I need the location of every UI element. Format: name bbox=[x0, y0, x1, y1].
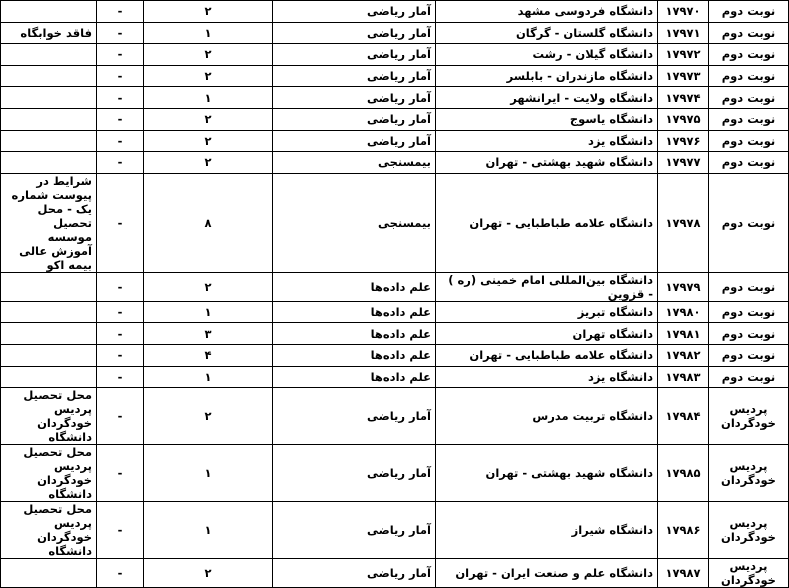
code-cell: ۱۷۹۸۳ bbox=[658, 366, 709, 388]
gender-cell: - bbox=[97, 87, 144, 109]
table-row bbox=[1, 108, 789, 130]
field-cell: آمار ریاضی bbox=[273, 87, 436, 109]
turn-cell: نوبت دوم bbox=[709, 1, 789, 23]
field-cell: علم داده‌ها bbox=[273, 344, 436, 366]
university-cell: دانشگاه شهید بهشتی - تهران bbox=[436, 152, 658, 174]
university-cell: دانشگاه گیلان - رشت bbox=[436, 44, 658, 66]
note-cell bbox=[1, 366, 97, 388]
table-row bbox=[1, 87, 789, 109]
note-cell: شرایط در پیوست شماره یک - محل تحصیل موسسه آموزش عالی بیمه اکو bbox=[1, 173, 97, 272]
capacity-cell: ۴ bbox=[144, 344, 273, 366]
field-cell: علم داده‌ها bbox=[273, 272, 436, 301]
gender-cell: - bbox=[97, 559, 144, 588]
note-cell: محل تحصیل پردیس خودگردان دانشگاه bbox=[1, 502, 97, 559]
university-cell: دانشگاه شیراز bbox=[436, 502, 658, 559]
field-cell: آمار ریاضی bbox=[273, 108, 436, 130]
university-cell: دانشگاه یاسوج bbox=[436, 108, 658, 130]
university-cell: دانشگاه تهران bbox=[436, 323, 658, 345]
capacity-cell: ۲ bbox=[144, 388, 273, 445]
field-cell: آمار ریاضی bbox=[273, 1, 436, 23]
turn-cell: پردیس خودگردان bbox=[709, 502, 789, 559]
code-cell: ۱۷۹۷۷ bbox=[658, 152, 709, 174]
turn-cell: نوبت دوم bbox=[709, 323, 789, 345]
field-cell: آمار ریاضی bbox=[273, 502, 436, 559]
note-cell bbox=[1, 1, 97, 23]
turn-cell: نوبت دوم bbox=[709, 87, 789, 109]
code-cell: ۱۷۹۷۳ bbox=[658, 65, 709, 87]
code-cell: ۱۷۹۷۲ bbox=[658, 44, 709, 66]
capacity-cell: ۲ bbox=[144, 130, 273, 152]
table-row bbox=[1, 1, 789, 23]
capacity-cell: ۱ bbox=[144, 22, 273, 44]
field-cell: آمار ریاضی bbox=[273, 65, 436, 87]
note-cell bbox=[1, 44, 97, 66]
capacity-cell: ۲ bbox=[144, 272, 273, 301]
gender-cell: - bbox=[97, 1, 144, 23]
turn-cell: پردیس خودگردان bbox=[709, 445, 789, 502]
capacity-cell: ۸ bbox=[144, 173, 273, 272]
code-cell: ۱۷۹۸۰ bbox=[658, 301, 709, 323]
university-cell: دانشگاه فردوسی مشهد bbox=[436, 1, 658, 23]
code-cell: ۱۷۹۷۹ bbox=[658, 272, 709, 301]
code-cell: ۱۷۹۷۸ bbox=[658, 173, 709, 272]
field-cell: علم داده‌ها bbox=[273, 366, 436, 388]
note-cell: فاقد خوابگاه bbox=[1, 22, 97, 44]
table-row bbox=[1, 445, 789, 502]
table-row bbox=[1, 559, 789, 588]
gender-cell: - bbox=[97, 366, 144, 388]
gender-cell: - bbox=[97, 445, 144, 502]
turn-cell: پردیس خودگردان bbox=[709, 388, 789, 445]
code-cell: ۱۷۹۸۲ bbox=[658, 344, 709, 366]
turn-cell: نوبت دوم bbox=[709, 65, 789, 87]
code-cell: ۱۷۹۷۶ bbox=[658, 130, 709, 152]
turn-cell: نوبت دوم bbox=[709, 130, 789, 152]
table-row bbox=[1, 152, 789, 174]
turn-cell: نوبت دوم bbox=[709, 152, 789, 174]
note-cell bbox=[1, 65, 97, 87]
gender-cell: - bbox=[97, 323, 144, 345]
capacity-cell: ۱ bbox=[144, 301, 273, 323]
code-cell: ۱۷۹۷۰ bbox=[658, 1, 709, 23]
code-cell: ۱۷۹۸۶ bbox=[658, 502, 709, 559]
field-cell: آمار ریاضی bbox=[273, 22, 436, 44]
field-cell: آمار ریاضی bbox=[273, 44, 436, 66]
university-cell: دانشگاه گلستان - گرگان bbox=[436, 22, 658, 44]
gender-cell: - bbox=[97, 65, 144, 87]
note-cell bbox=[1, 559, 97, 588]
gender-cell: - bbox=[97, 130, 144, 152]
university-cell: دانشگاه یزد bbox=[436, 366, 658, 388]
table-row bbox=[1, 366, 789, 388]
code-cell: ۱۷۹۸۵ bbox=[658, 445, 709, 502]
university-cell: دانشگاه مازندران - بابلسر bbox=[436, 65, 658, 87]
table-row bbox=[1, 388, 789, 445]
gender-cell: - bbox=[97, 22, 144, 44]
university-cell: دانشگاه تربیت مدرس bbox=[436, 388, 658, 445]
field-cell: بیمسنجی bbox=[273, 173, 436, 272]
code-cell: ۱۷۹۸۷ bbox=[658, 559, 709, 588]
table-row bbox=[1, 301, 789, 323]
capacity-cell: ۲ bbox=[144, 1, 273, 23]
gender-cell: - bbox=[97, 301, 144, 323]
capacity-cell: ۱ bbox=[144, 445, 273, 502]
university-cell: دانشگاه علم و صنعت ایران - تهران bbox=[436, 559, 658, 588]
table-row bbox=[1, 130, 789, 152]
table-row bbox=[1, 173, 789, 272]
turn-cell: نوبت دوم bbox=[709, 44, 789, 66]
table-row bbox=[1, 22, 789, 44]
code-cell: ۱۷۹۷۱ bbox=[658, 22, 709, 44]
field-cell: علم داده‌ها bbox=[273, 323, 436, 345]
capacity-cell: ۱ bbox=[144, 87, 273, 109]
turn-cell: پردیس خودگردان bbox=[709, 559, 789, 588]
note-cell bbox=[1, 130, 97, 152]
note-cell: محل تحصیل پردیس خودگردان دانشگاه bbox=[1, 388, 97, 445]
table-row bbox=[1, 323, 789, 345]
field-cell: آمار ریاضی bbox=[273, 388, 436, 445]
capacity-cell: ۱ bbox=[144, 366, 273, 388]
capacity-cell: ۲ bbox=[144, 44, 273, 66]
gender-cell: - bbox=[97, 272, 144, 301]
table-row bbox=[1, 344, 789, 366]
university-cell: دانشگاه تبریز bbox=[436, 301, 658, 323]
table-row bbox=[1, 44, 789, 66]
capacity-cell: ۲ bbox=[144, 559, 273, 588]
note-cell bbox=[1, 344, 97, 366]
capacity-cell: ۱ bbox=[144, 502, 273, 559]
gender-cell: - bbox=[97, 388, 144, 445]
gender-cell: - bbox=[97, 502, 144, 559]
note-cell bbox=[1, 301, 97, 323]
field-cell: بیمسنجی bbox=[273, 152, 436, 174]
table-row bbox=[1, 65, 789, 87]
note-cell bbox=[1, 108, 97, 130]
university-cell: دانشگاه علامه طباطبایی - تهران bbox=[436, 344, 658, 366]
university-cell: دانشگاه شهید بهشتی - تهران bbox=[436, 445, 658, 502]
gender-cell: - bbox=[97, 108, 144, 130]
code-cell: ۱۷۹۸۴ bbox=[658, 388, 709, 445]
code-cell: ۱۷۹۷۴ bbox=[658, 87, 709, 109]
note-cell bbox=[1, 152, 97, 174]
code-cell: ۱۷۹۷۵ bbox=[658, 108, 709, 130]
field-cell: علم داده‌ها bbox=[273, 301, 436, 323]
code-cell: ۱۷۹۸۱ bbox=[658, 323, 709, 345]
note-cell bbox=[1, 323, 97, 345]
note-cell bbox=[1, 87, 97, 109]
turn-cell: نوبت دوم bbox=[709, 272, 789, 301]
university-cell: دانشگاه بین‌المللی امام خمینی (ره ) - قزوین bbox=[436, 272, 658, 301]
field-cell: آمار ریاضی bbox=[273, 445, 436, 502]
gender-cell: - bbox=[97, 44, 144, 66]
field-cell: آمار ریاضی bbox=[273, 130, 436, 152]
gender-cell: - bbox=[97, 344, 144, 366]
university-cell: دانشگاه ولایت - ایرانشهر bbox=[436, 87, 658, 109]
capacity-cell: ۳ bbox=[144, 323, 273, 345]
turn-cell: نوبت دوم bbox=[709, 173, 789, 272]
capacity-cell: ۲ bbox=[144, 108, 273, 130]
university-cell: دانشگاه یزد bbox=[436, 130, 658, 152]
gender-cell: - bbox=[97, 173, 144, 272]
note-cell bbox=[1, 272, 97, 301]
table-row bbox=[1, 272, 789, 301]
gender-cell: - bbox=[97, 152, 144, 174]
turn-cell: نوبت دوم bbox=[709, 108, 789, 130]
capacity-cell: ۲ bbox=[144, 152, 273, 174]
turn-cell: نوبت دوم bbox=[709, 344, 789, 366]
university-cell: دانشگاه علامه طباطبایی - تهران bbox=[436, 173, 658, 272]
field-cell: آمار ریاضی bbox=[273, 559, 436, 588]
table-row bbox=[1, 502, 789, 559]
turn-cell: نوبت دوم bbox=[709, 22, 789, 44]
capacity-cell: ۲ bbox=[144, 65, 273, 87]
note-cell: محل تحصیل پردیس خودگردان دانشگاه bbox=[1, 445, 97, 502]
turn-cell: نوبت دوم bbox=[709, 301, 789, 323]
turn-cell: نوبت دوم bbox=[709, 366, 789, 388]
